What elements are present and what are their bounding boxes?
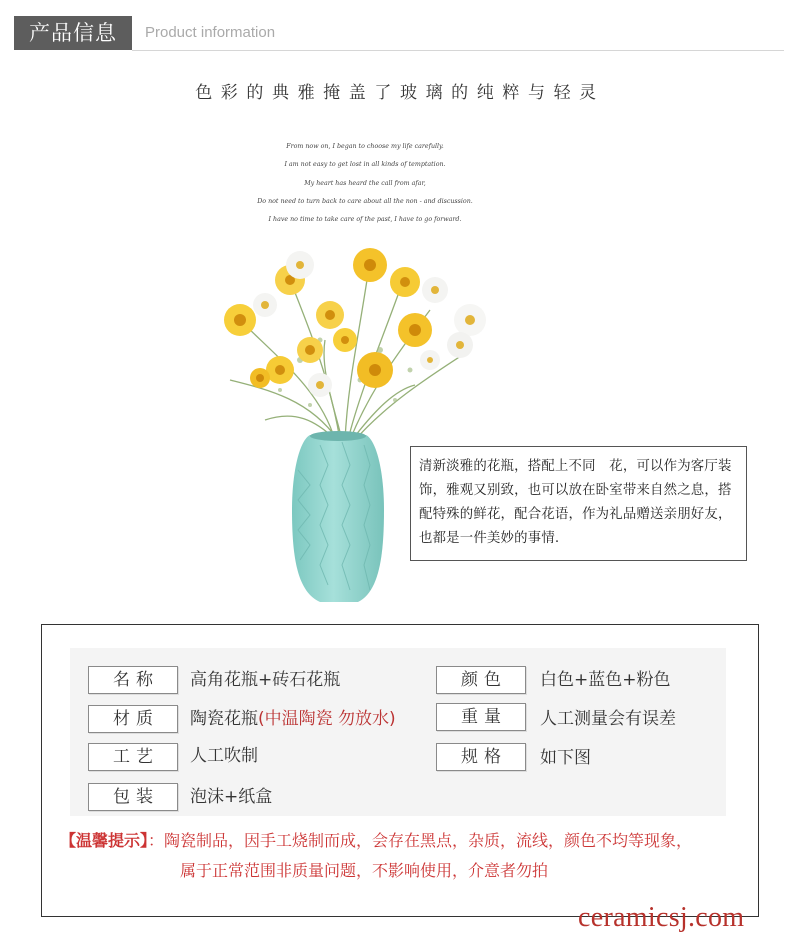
spec-value-craft: 人工吹制 — [190, 746, 258, 766]
section-subtitle: Product information — [145, 24, 276, 41]
spec-value-name: 高角花瓶+砖石花瓶 — [190, 670, 341, 690]
section-header — [14, 16, 784, 52]
poem-line: My heart has heard the call from afar, — [304, 179, 426, 187]
warm-tip-line1: ：陶瓷制品，因手工烧制而成，会存在黑点，杂质，流线，颜色不均等现象， — [148, 831, 693, 850]
spec-value-color: 白色+蓝色+粉色 — [540, 670, 671, 690]
spec-label-size: 规格 — [436, 743, 526, 771]
section-title: 产品信息 — [14, 16, 132, 50]
spec-value-weight: 人工测量会有误差 — [540, 709, 676, 729]
watermark: ceramicsj.com — [578, 902, 745, 933]
spec-label-material: 材质 — [88, 705, 178, 733]
warm-tip — [60, 826, 692, 856]
warm-tip-label: 【温馨提示】 — [60, 831, 149, 850]
material-value-text: 陶瓷花瓶 — [190, 709, 258, 729]
spec-label-craft: 工艺 — [88, 743, 178, 771]
description-box: 清新淡雅的花瓶，搭配上不同 花，可以作为客厅装饰，雅观又别致，也可以放在卧室带来自然之息，搭配特殊的鲜花，配合花语，作为礼品赠送亲朋好友，也都是一件美妙的事情. — [410, 446, 747, 561]
tagline: 色彩的典雅掩盖了玻璃的纯粹与轻灵 — [195, 83, 605, 103]
spec-value-material — [190, 705, 396, 733]
poem-line: From now on, I began to choose my life carefully. — [286, 143, 444, 150]
poem-line: I have no time to take care of the past, I have to go forward. — [268, 216, 462, 224]
poem — [200, 138, 530, 229]
poem-line: I am not easy to get lost in all kinds of temptation. — [284, 161, 446, 169]
spec-value-size: 如下图 — [540, 748, 591, 768]
spec-label-color: 颜色 — [436, 666, 526, 694]
header-divider — [132, 50, 784, 51]
spec-value-pack: 泡沫+纸盒 — [190, 787, 273, 807]
poem-line: Do not need to turn back to care about all the non - and discussion. — [257, 197, 473, 205]
spec-label-pack: 包装 — [88, 783, 178, 811]
spec-label-weight: 重量 — [436, 703, 526, 731]
spec-label-name: 名称 — [88, 666, 178, 694]
warm-tip-line2: 属于正常范围非质量问题，不影响使用，介意者勿拍 — [180, 861, 549, 880]
material-note: (中温陶瓷 勿放水) — [258, 709, 396, 729]
